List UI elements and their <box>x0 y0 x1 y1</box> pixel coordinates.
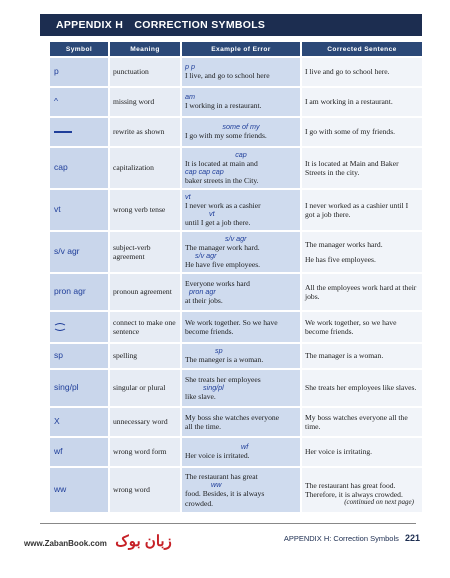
corrected-cell <box>302 232 422 272</box>
correction-mark: some of my <box>222 122 260 132</box>
corrected-cell: I am working in a restaurant. <box>302 88 422 116</box>
column-header-corrected: Corrected Sentence <box>302 42 422 56</box>
meaning-cell: pronoun agreement <box>110 274 180 310</box>
error-text: It is located at main and <box>185 158 258 168</box>
footer-divider <box>40 523 416 524</box>
meaning-cell: punctuation <box>110 58 180 86</box>
error-text: like slave. <box>185 392 216 401</box>
table-header-row <box>50 42 422 56</box>
error-text: My boss she watches everyone <box>185 412 280 422</box>
error-text: crowded. <box>185 498 214 508</box>
corrected-cell: I live and go to school here. <box>302 58 422 86</box>
error-cell <box>182 370 300 406</box>
correction-mark: ww <box>211 480 222 490</box>
symbol-cell: ^ <box>50 88 108 116</box>
error-text: Everyone works hard <box>185 278 250 288</box>
corrected-cell: I never worked as a cashier until I got a job there. <box>302 190 422 230</box>
error-text: I never work as a cashier <box>185 200 261 210</box>
symbol-cell: p <box>50 58 108 86</box>
symbol-cell <box>50 118 108 146</box>
corrected-cell: She treats her employees like slaves. <box>302 370 422 406</box>
error-text: until I get a job there. <box>185 218 251 227</box>
correction-symbols-table <box>48 40 424 514</box>
table-row <box>50 148 422 188</box>
symbol-cell: X <box>50 408 108 436</box>
meaning-cell: rewrite as shown <box>110 118 180 146</box>
error-text: Her voice is irritated. <box>185 451 250 461</box>
page-footer <box>284 533 420 543</box>
correction-mark: sp <box>215 346 223 356</box>
table-row <box>50 118 422 146</box>
corrected-cell: Her voice is irritating. <box>302 438 422 466</box>
meaning-cell: wrong verb tense <box>110 190 180 230</box>
correction-mark: wf <box>241 442 249 452</box>
error-text: I working in a restaurant. <box>185 101 262 111</box>
error-cell <box>182 468 300 512</box>
error-cell <box>182 148 300 188</box>
table-row <box>50 344 422 368</box>
error-cell <box>182 274 300 310</box>
symbol-cell: cap <box>50 148 108 188</box>
error-text: I go with my some friends. <box>185 131 267 141</box>
symbol-cell: wf <box>50 438 108 466</box>
symbol-cell: ww <box>50 468 108 512</box>
correction-mark: s/v agr <box>225 233 247 243</box>
connect-arc-icon <box>54 323 66 331</box>
error-text: baker streets in the City. <box>185 176 259 185</box>
correction-mark: vt <box>209 209 215 218</box>
error-cell <box>182 408 300 436</box>
meaning-cell: unnecessary word <box>110 408 180 436</box>
symbol-cell: sp <box>50 344 108 368</box>
appendix-header <box>40 14 422 36</box>
correction-mark: cap cap cap <box>185 167 224 176</box>
meaning-cell: spelling <box>110 344 180 368</box>
table-row <box>50 370 422 406</box>
corrected-text: He has five employees. <box>305 255 376 264</box>
error-text: The maneger is a woman. <box>185 355 264 365</box>
corrected-cell: All the employees work hard at their jobs. <box>302 274 422 310</box>
error-cell <box>182 438 300 466</box>
error-text: We work together. So we have <box>185 317 278 327</box>
correction-mark: am <box>185 92 195 102</box>
rewrite-line-icon <box>54 131 72 133</box>
correction-mark: pron agr <box>189 287 216 296</box>
corrected-cell: My boss watches everyone all the time. <box>302 408 422 436</box>
meaning-cell: singular or plural <box>110 370 180 406</box>
correction-mark: cap <box>235 149 247 159</box>
error-cell <box>182 118 300 146</box>
table-row <box>50 438 422 466</box>
corrected-cell: The restaurant has great food. Therefore, it is always crowded. <box>302 468 422 512</box>
table-row <box>50 232 422 272</box>
publisher-logo: زبان بوک <box>115 533 172 550</box>
meaning-cell: subject-verb agreement <box>110 232 180 272</box>
publisher-url: www.ZabanBook.com <box>24 539 107 548</box>
meaning-cell: capitalization <box>110 148 180 188</box>
error-text: She treats her employees <box>185 374 261 384</box>
table-row <box>50 408 422 436</box>
publisher-brand <box>24 532 172 551</box>
column-header-meaning: Meaning <box>110 42 180 56</box>
correction-mark: vt <box>185 191 191 201</box>
continued-note: (continued on next page) <box>344 498 414 506</box>
meaning-cell: missing word <box>110 88 180 116</box>
error-text: I live, and go to school here <box>185 71 270 81</box>
error-text: food. Besides, it is always <box>185 489 265 499</box>
error-cell <box>182 58 300 86</box>
symbol-cell <box>50 312 108 342</box>
table-row <box>50 312 422 342</box>
symbol-cell: sing/pl <box>50 370 108 406</box>
error-cell <box>182 344 300 368</box>
meaning-cell: wrong word <box>110 468 180 512</box>
symbol-cell: vt <box>50 190 108 230</box>
corrected-cell: I go with some of my friends. <box>302 118 422 146</box>
symbol-cell: pron agr <box>50 274 108 310</box>
error-text: all the time. <box>185 422 222 431</box>
error-text: become friends. <box>185 327 234 336</box>
meaning-cell: wrong word form <box>110 438 180 466</box>
error-cell <box>182 190 300 230</box>
column-header-symbol: Symbol <box>50 42 108 56</box>
correction-mark: sing/pl <box>203 383 224 392</box>
error-cell <box>182 232 300 272</box>
error-text: The manager work hard. <box>185 242 260 252</box>
correction-mark: p p <box>185 62 195 72</box>
error-text: at their jobs. <box>185 296 223 305</box>
table-row <box>50 274 422 310</box>
error-cell <box>182 88 300 116</box>
error-text: The restaurant has great <box>185 472 258 482</box>
column-header-error: Example of Error <box>182 42 300 56</box>
table-row <box>50 58 422 86</box>
meaning-cell: connect to make one sentence <box>110 312 180 342</box>
symbol-cell: s/v agr <box>50 232 108 272</box>
error-cell <box>182 312 300 342</box>
corrected-cell: We work together, so we have become friends. <box>302 312 422 342</box>
error-text: He have five employees. <box>185 260 261 269</box>
table-row <box>50 88 422 116</box>
appendix-label: APPENDIX H <box>56 19 124 31</box>
correction-mark: s/v agr <box>195 251 217 260</box>
corrected-text: The manager works hard. <box>305 239 383 249</box>
running-head: APPENDIX H: Correction Symbols <box>283 534 399 543</box>
corrected-cell: It is located at Main and Baker Streets in the city. <box>302 148 422 188</box>
corrected-cell: The manager is a woman. <box>302 344 422 368</box>
page-number: 221 <box>404 533 420 543</box>
appendix-title: CORRECTION SYMBOLS <box>134 19 266 31</box>
table-row <box>50 190 422 230</box>
